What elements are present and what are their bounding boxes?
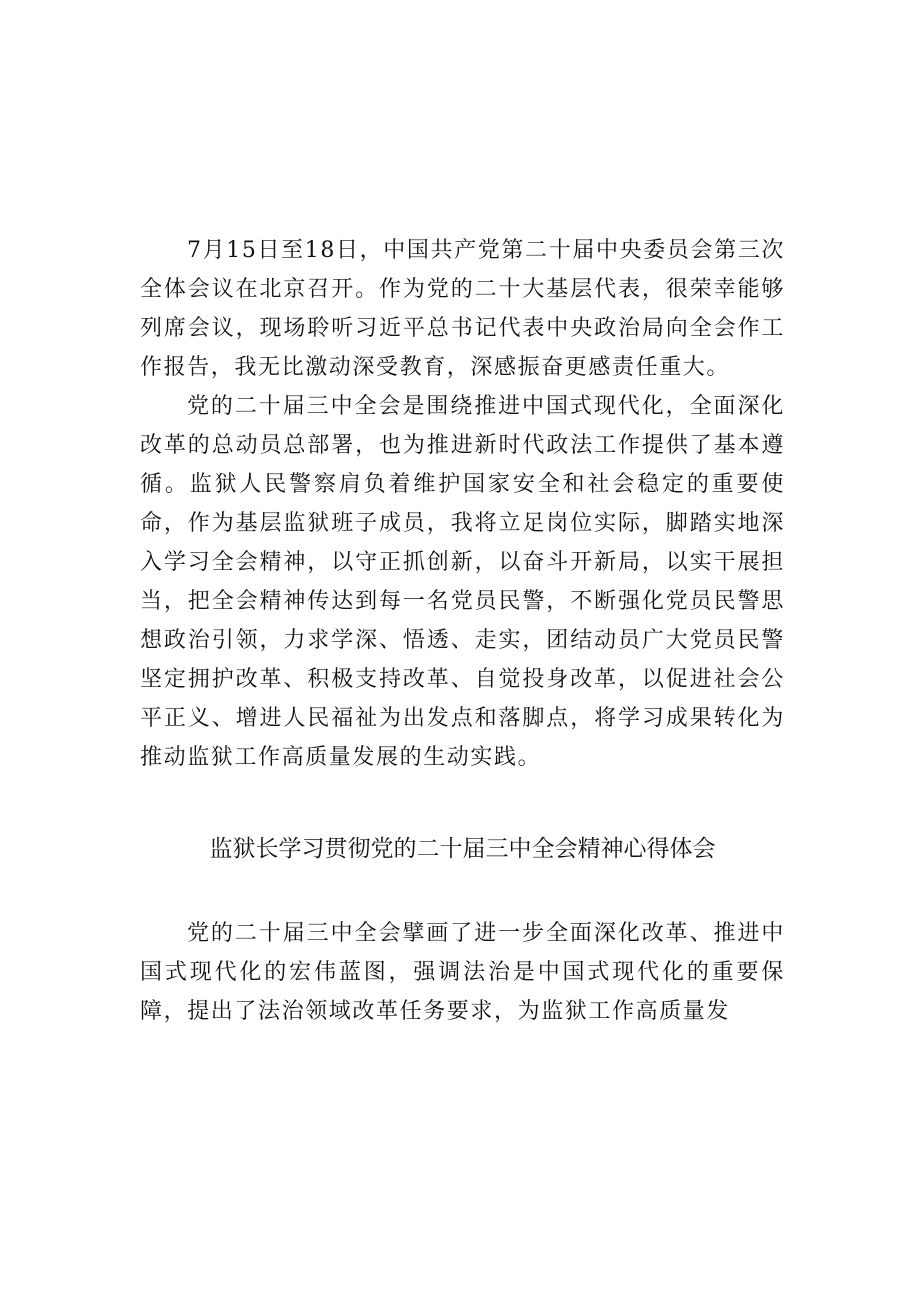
paragraph-reform-blueprint: 党的二十届三中全会擘画了进一步全面深化改革、推进中国式现代化的宏伟蓝图，强调法治是中国式现代化的重要保障，提出了法治领域改革任务要求，为监狱工作高质量发 — [140, 921, 785, 1024]
document-body — [140, 231, 785, 1031]
section-heading: 监狱长学习贯彻党的二十届三中全会精神心得体会 — [209, 836, 716, 862]
paragraph-plenary-session: 7月15日至18日，中国共产党第二十届中央委员会第三次全体会议在北京召开。作为党的二十大基层代表，很荣幸能够列席会议，现场聆听习近平总书记代表中央政治局向全会作工作报告，我无比激动深受教育，深感振奋更感责任重大。 — [140, 238, 785, 380]
heading-spacer — [140, 874, 785, 914]
paragraph-prison-work: 党的二十届三中全会是围绕推进中国式现代化，全面深化改革的总动员总部署，也为推进新时代政法工作提供了基本遵循。监狱人民警察肩负着维护国家安全和社会稳定的重要使命，作为基层监狱班子成员，我将立足岗位实际，脚踏实地深入学习全会精神，以守正抓创新，以奋斗开新局，以实干展担当，把全会精神传达到每一名党员民警，不断强化党员民警思想政治引领，力求学深、悟透、走实，团结动员广大党员民警坚定拥护改革、积极支持改革、自觉投身改革，以促进社会公平正义、增进人民福祉为出发点和落脚点，将学习成果转化为推动监狱工作高质量发展的生动实践。 — [140, 394, 785, 770]
